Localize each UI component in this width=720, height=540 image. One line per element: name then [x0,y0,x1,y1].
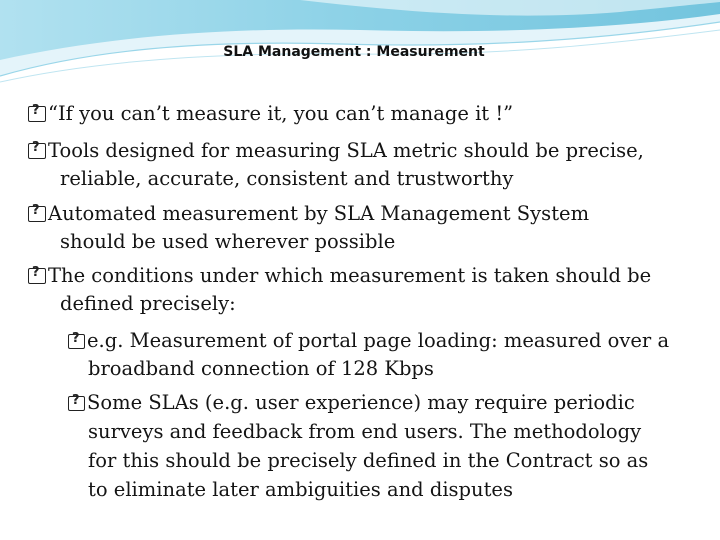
missing-glyph-box-icon [28,268,46,284]
sub-bullet-text-continued: surveys and feedback from end users. The methodology [88,420,642,443]
missing-glyph-box-icon [28,143,46,159]
sub-bullet-item [68,393,635,413]
missing-glyph-box-icon [68,334,85,349]
missing-glyph-box-icon [28,106,46,122]
sub-bullet-text-continued: broadband connection of 128 Kbps [88,357,434,380]
bullet-text-continued: reliable, accurate, consistent and trustworthy [60,167,514,190]
sub-bullet-text: Some SLAs (e.g. user experience) may require periodic [87,391,635,414]
bullet-item [28,266,651,286]
missing-glyph-box-icon [28,206,46,222]
bullet-text-continued: should be used wherever possible [60,230,396,253]
missing-glyph-box-icon [68,396,85,411]
bullet-text: Tools designed for measuring SLA metric should be precise, [48,139,644,162]
bullet-text: The conditions under which measurement is taken should be [48,264,652,287]
sub-bullet-text-continued: for this should be precisely defined in the Contract so as [88,449,649,472]
bullet-item [28,141,644,161]
slide-title: SLA Management : Measurement [223,44,485,60]
bullet-item [28,204,589,224]
bullet-text: “If you can’t measure it, you can’t manage it !” [48,102,514,125]
sub-bullet-item [68,331,669,351]
sub-bullet-text-continued: to eliminate later ambiguities and disputes [88,478,513,501]
sub-bullet-text: e.g. Measurement of portal page loading: measured over a [87,329,670,352]
bullet-text: Automated measurement by SLA Management System [48,202,590,225]
bullet-text-continued: defined precisely: [60,292,236,315]
bullet-item [28,104,513,124]
